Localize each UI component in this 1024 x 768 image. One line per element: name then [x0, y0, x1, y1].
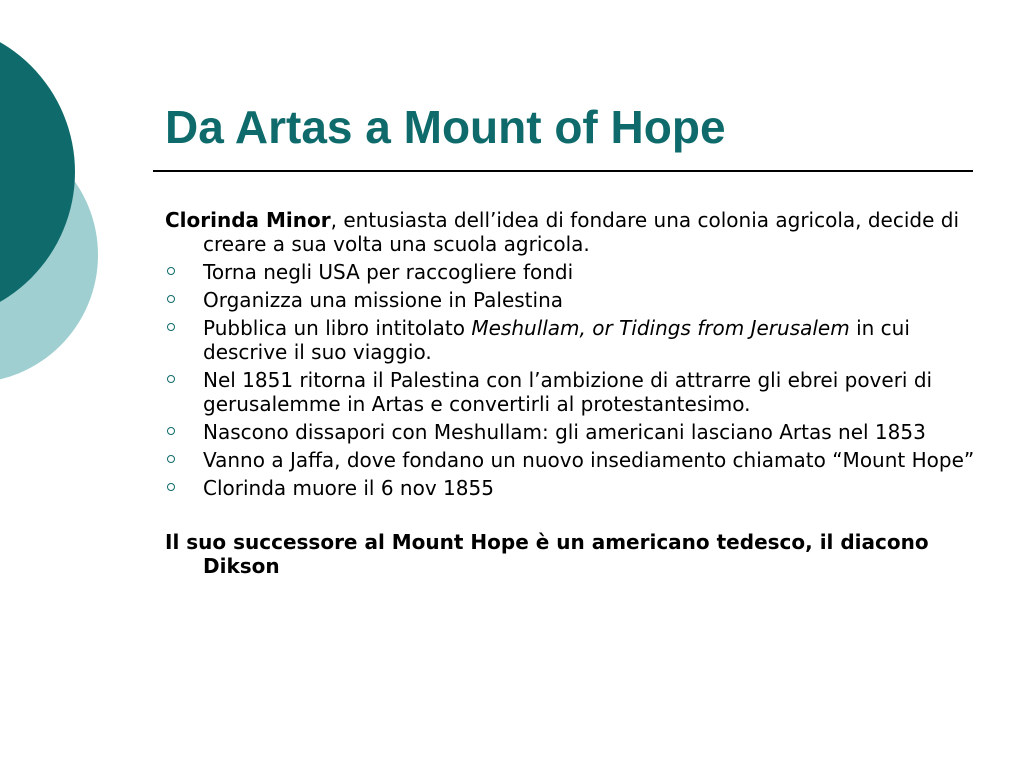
book-title: Meshullam, or Tidings from Jerusalem: [471, 316, 850, 340]
closing-paragraph: Il suo successore al Mount Hope è un americano tedesco, il diacono Dikson: [165, 530, 929, 578]
list-item: Vanno a Jaffa, dove fondano un nuovo insediamento chiamato “Mount Hope”: [165, 448, 975, 472]
circle-bullet-icon: [167, 267, 175, 275]
intro-rest: , entusiasta dell’idea di fondare una colonia agricola, decide di creare a sua volta una scuola agricola.: [203, 208, 960, 256]
intro-paragraph: [165, 208, 975, 256]
title-divider: [153, 170, 973, 172]
list-item: Torna negli USA per raccogliere fondi: [165, 260, 975, 284]
slide-title: Da Artas a Mount of Hope: [165, 101, 726, 153]
list-item: Clorinda muore il 6 nov 1855: [165, 476, 975, 500]
circle-bullet-icon: [167, 295, 175, 303]
list-item: Pubblica un libro intitolato Meshullam, or Tidings from Jerusalem in cui descrive il suo viaggio.: [165, 316, 975, 364]
list-item: Nascono dissapori con Meshullam: gli americani lasciano Artas nel 1853: [165, 420, 975, 444]
slide-body: [165, 208, 975, 578]
circle-bullet-icon: [167, 455, 175, 463]
decorative-circles: [0, 0, 120, 420]
intro-lead: Clorinda Minor: [165, 208, 331, 232]
circle-bullet-icon: [167, 483, 175, 491]
circle-bullet-icon: [167, 323, 175, 331]
list-item: Organizza una missione in Palestina: [165, 288, 975, 312]
circle-bullet-icon: [167, 427, 175, 435]
list-item: Nel 1851 ritorna il Palestina con l’ambizione di attrarre gli ebrei poveri di gerusalemme in Artas e convertirli al protestantesimo.: [165, 368, 975, 416]
circle-bullet-icon: [167, 375, 175, 383]
bullet-list: [165, 260, 975, 500]
